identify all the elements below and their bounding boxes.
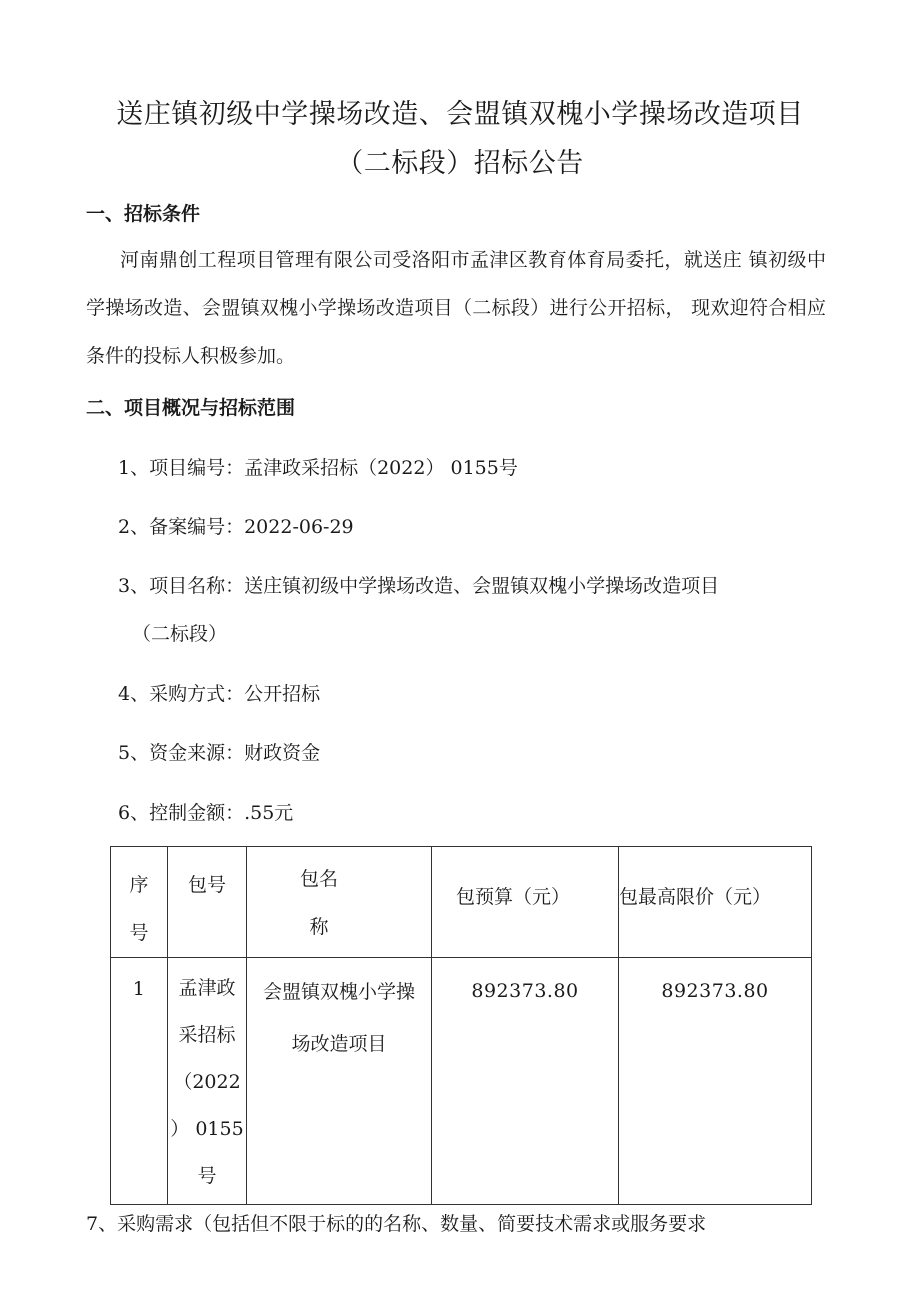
cell-package-no-line: ） 0155 [170,1118,244,1140]
header-budget-label: 包预算（元） [456,886,571,908]
cell-package-no-line: 孟津政 [178,977,236,999]
page-title-line-1: 送庄镇初级中学操场改造、会盟镇双槐小学操场改造项目 [116,99,804,130]
cell-max-price [619,958,812,1205]
header-package-name-line: 称 [309,916,329,938]
section-heading-bidding-conditions: 一、招标条件 [86,203,201,225]
filing-number-item: 2、备案编号：2022-06-29 [118,516,354,538]
funding-source-item: 5、资金来源：财政资金 [118,742,321,764]
header-package-no-label: 包号 [187,874,226,896]
cell-package-no-line: 采招标 [178,1024,236,1046]
header-package-name-line: 包名 [299,868,338,890]
section-heading-project-overview: 二、项目概况与招标范围 [86,397,296,419]
cell-package-no-line: （2022 [173,1071,241,1093]
cell-package-no-line: 号 [197,1165,217,1187]
project-number-item: 1、项目编号：孟津政采招标（2022） 0155号 [118,457,518,479]
header-seq-line: 序 [129,874,149,896]
procurement-requirements-item: 7、采购需求（包括但不限于标的的名称、数量、简要技术需求或服务要求 [86,1213,707,1235]
header-budget [432,847,619,958]
project-name-item-continuation: （二标段） [132,623,228,645]
package-table [110,846,812,1205]
header-package-name [247,847,432,958]
bidding-conditions-paragraph: 河南鼎创工程项目管理有限公司受洛阳市孟津区教育体育局委托，就送庄 镇初级中学操场改造、会盟镇双槐小学操场改造项目（二标段）进行公开招标， 现欢迎符合相应条件的投标人积极参加。 [86,249,826,367]
header-max-price-label: 包最高限价（元） [619,886,772,908]
cell-budget [432,958,619,1205]
table-header-row [111,847,812,958]
header-seq [111,847,168,958]
cell-package-no [168,958,247,1205]
cell-budget-value: 892373.80 [471,980,579,1002]
cell-seq [111,958,168,1205]
control-amount-item: 6、控制金额：.55元 [118,802,294,824]
cell-package-name-line: 场改造项目 [291,1033,387,1055]
cell-package-name [247,958,432,1205]
cell-max-price-value: 892373.80 [661,980,769,1002]
procurement-method-item: 4、采购方式：公开招标 [118,683,321,705]
header-max-price [619,847,812,958]
cell-seq-value: 1 [132,978,146,1000]
page-title-line-2: （二标段）招标公告 [336,148,584,179]
project-name-item: 3、项目名称：送庄镇初级中学操场改造、会盟镇双槐小学操场改造项目 [118,575,720,597]
cell-package-name-line: 会盟镇双槐小学操 [262,981,415,1003]
header-seq-line: 号 [129,922,149,944]
table-row [111,958,812,1205]
